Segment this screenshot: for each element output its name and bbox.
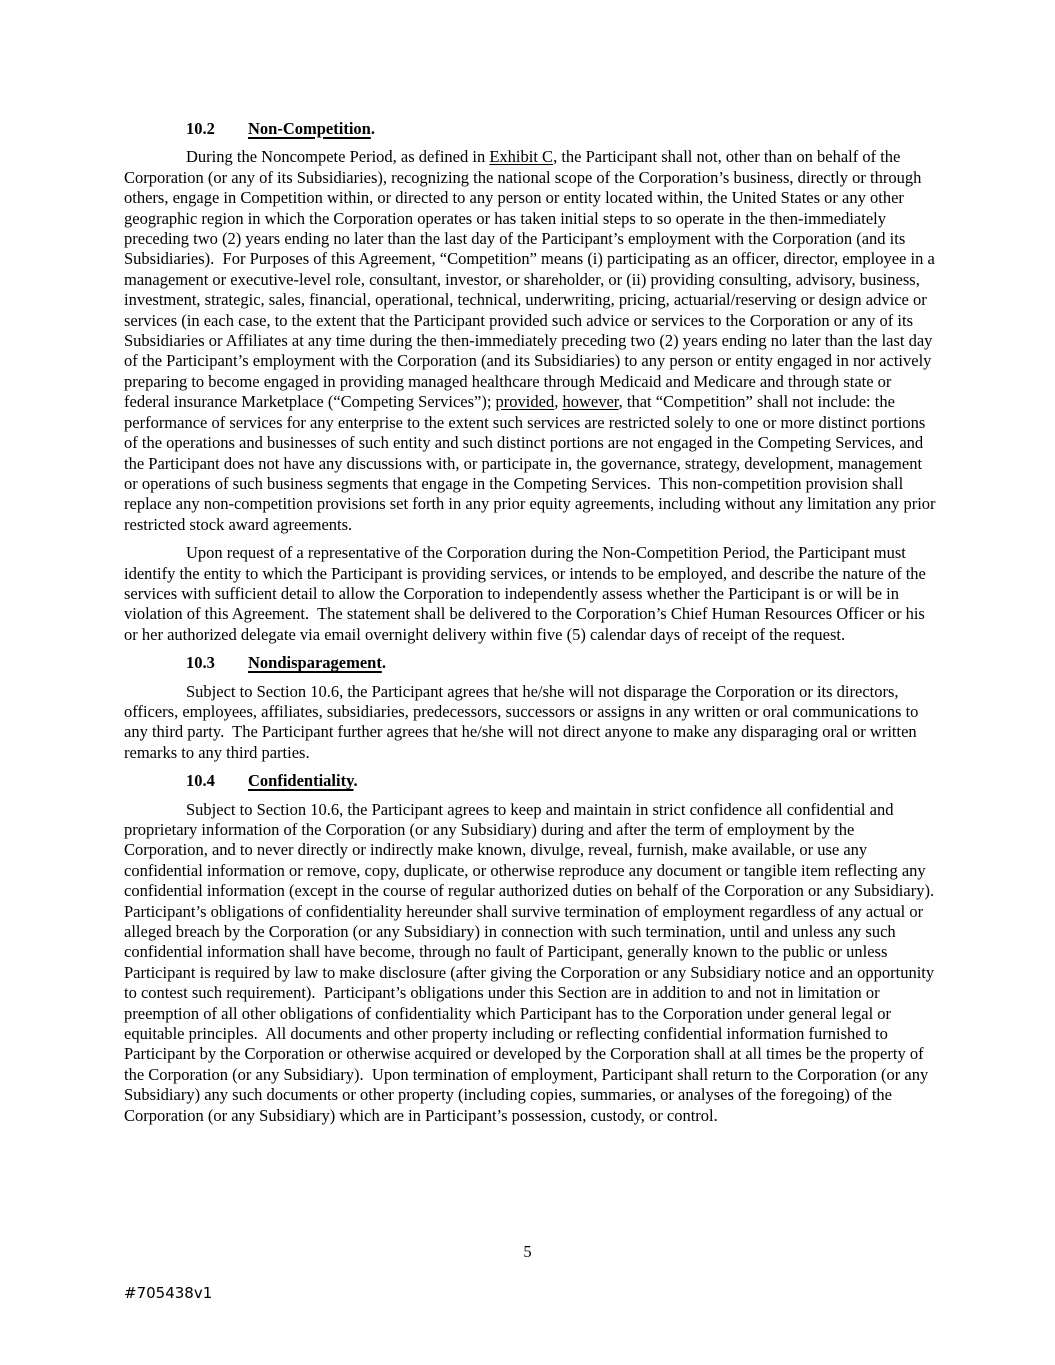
section-heading xyxy=(124,119,936,139)
underlined-text: provided xyxy=(495,392,555,412)
section-number: 10.3 xyxy=(186,653,215,673)
section-heading xyxy=(124,653,936,673)
underlined-text: however xyxy=(562,392,619,412)
paragraph: Upon request of a representative of the Corporation during the Non-Competition Period, the Participant must identify the entity to which the Participant is providing services, or intends to be employed, and describe the nature of the services with sufficient detail to allow the Corporation to independently assess whether the Participant is or will be in violation of this Agreement. The statement shall be delivered to the Corporation’s Chief Human Resources Officer or his or her authorized delegate via email overnight delivery within five (5) calendar days of receipt of the request. xyxy=(124,543,930,644)
section-number: 10.2 xyxy=(186,119,215,138)
section-title: Confidentiality. xyxy=(248,771,358,791)
document-blocks xyxy=(124,119,943,1126)
section-title: Non-Competition. xyxy=(248,119,375,138)
section-title: Nondisparagement. xyxy=(248,653,386,673)
page-number: 5 xyxy=(523,1242,532,1261)
section-number: 10.4 xyxy=(186,771,215,791)
paragraph: Subject to Section 10.6, the Participant agrees that he/she will not disparage the Corporation or its directors, officers, employees, affiliates, subsidiaries, predecessors, successors or assigns in any written or oral communications to any third party. The Participant further agrees that he/she will not direct anyone to make any disparaging oral or written remarks to any third parties. xyxy=(124,681,923,762)
paragraph: Subject to Section 10.6, the Participant agrees to keep and maintain in strict confidence all confidential and proprietary information of the Corporation (or any Subsidiary) during and after the term of employment by the Corporation, and to never directly or indirectly make known, divulge, reveal, furnish, make available, or use any confidential information or remove, copy, duplicate, or otherwise reproduce any document or tangible item reflecting any confidential information (except in the course of regular authorized duties on behalf of the Corporation or any Subsidiary). Participant’s obligations of confidentiality hereunder shall survive termination of employment regardless of any actual or alleged breach by the Corporation (or any Subsidiary) in connection with such termination, until and unless any such confidential information shall have become, through no fault of Participant, generally known to the public or unless Participant is required by law to make disclosure (after giving the Corporation or any Subsidiary notice and an opportunity to contest such requirement). Participant’s obligations under this Section are in addition to and not in limitation or preemption of all other obligations of confidentiality which Participant has to the Corporation under general legal or equitable principles. All documents and other property including or reflecting confidential information furnished to Participant by the Corporation or otherwise acquired or developed by the Corporation shall at all times be the property of the Corporation (or any Subsidiary). Upon termination of employment, Participant shall return to the Corporation (or any Subsidiary) any such documents or other property (including copies, summaries, or analyses of the foregoing) of the Corporation (or any Subsidiary) which are in Participant’s possession, custody, or control. xyxy=(124,799,943,1125)
paragraph: During the Noncompete Period, as defined in Exhibit C, the Participant shall not, other than on behalf of the Corporation (or any of its Subsidiaries), recognizing the national scope of the Corporation’s business, directly or through others, engage in Competition within, or directed to any person or entity located within, the United States or any other geographic region in which the Corporation operates or has taken initial steps to so operate in the then-immediately preceding two (2) years ending no later than the last day of the Participant’s employment with the Corporation (and its Subsidiaries). For Purposes of this Agreement, “Competition” means (i) participating as an officer, director, employee in a management or executive-level role, consultant, investor, or shareholder, or (ii) providing consulting, advisory, business, investment, strategic, sales, financial, operational, technical, underwriting, pricing, actuarial/reserving or design advice or services (in each case, to the extent that the Participant provided such advice or services to the Corporation or any of its Subsidiaries or Affiliates at any time during the then-immediately preceding two (2) years ending no later than the last day of the Participant’s employment with the Corporation (and its Subsidiaries) to any person or entity engaged in nor actively preparing to become engaged in providing managed healthcare through Medicaid and Medicare and through state or federal insurance Marketplace (“Competing Services”); provided, however, that “Competition” shall not include: the performance of services for any enterprise to the extent such services are restricted solely to one or more distinct portions of the operations and businesses of such entity and such distinct portions are not engaged in the Competing Services, and the Participant does not have any discussions with, or participate in, the governance, strategy, development, management or operations of such business segments that engage in the Competing Services. This non-competition provision shall replace any non-competition provisions set forth in any prior equity agreements, including without any limitation any prior restricted stock award agreements. xyxy=(124,147,940,534)
underlined-text: Exhibit C xyxy=(489,147,554,167)
document-id-footer: #705438v1 xyxy=(124,1284,213,1302)
section-heading xyxy=(124,771,936,791)
